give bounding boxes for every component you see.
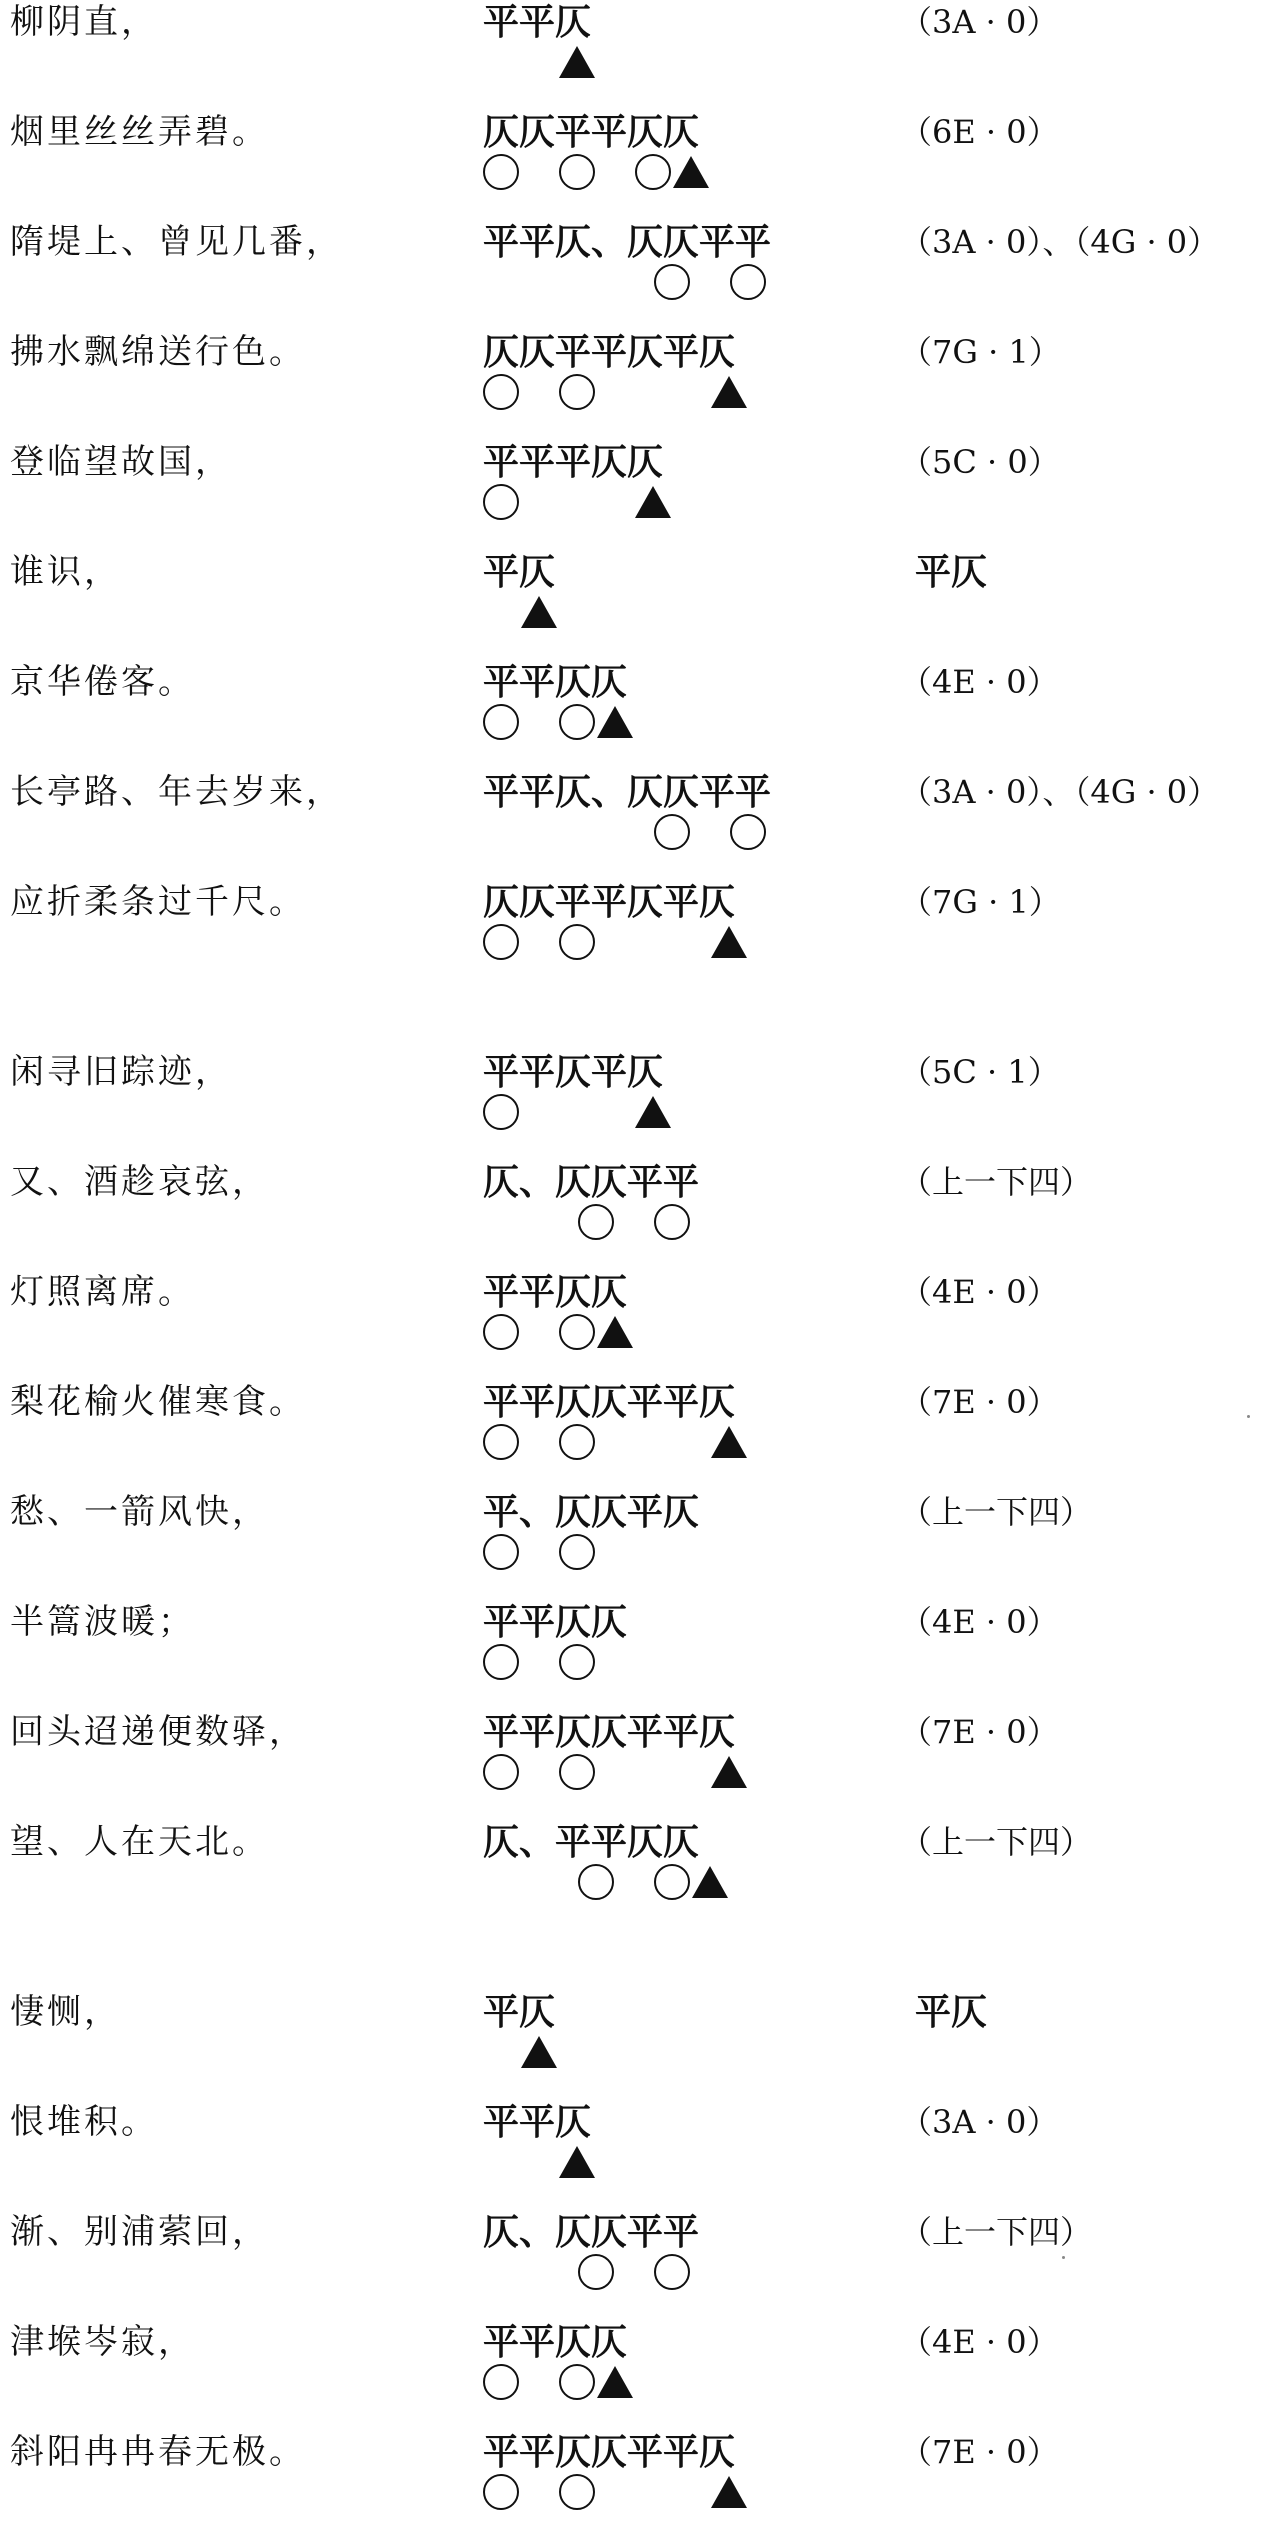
poem-line <box>0 1600 1261 1690</box>
triangle-mark-icon <box>711 922 749 962</box>
circle-mark-icon <box>483 1422 521 1462</box>
circle-mark-icon <box>578 1862 616 1902</box>
poem-line <box>0 330 1261 420</box>
circle-mark-icon <box>654 1202 692 1242</box>
line-text: 半篙波暖； <box>10 1602 195 1642</box>
triangle-mark-icon <box>559 2142 597 2182</box>
poem-line <box>0 1050 1261 1140</box>
line-text: 又、酒趁哀弦， <box>10 1162 269 1202</box>
rhythm-marks <box>483 1642 903 1682</box>
rhythm-marks <box>483 702 903 742</box>
rhythm-marks <box>483 262 903 302</box>
circle-mark-icon <box>483 482 521 522</box>
line-text: 长亭路、年去岁来， <box>10 772 343 812</box>
line-text: 隋堤上、曾见几番， <box>10 222 343 262</box>
poem-line <box>0 1990 1261 2080</box>
circle-mark-icon <box>559 1532 597 1572</box>
rhythm-marks <box>483 372 903 412</box>
circle-mark-icon <box>483 2362 521 2402</box>
meter-code: （4E · 0） <box>900 1273 1059 1311</box>
meter-code: （3A · 0） <box>900 2103 1059 2141</box>
rhythm-marks <box>483 152 903 192</box>
circle-mark-icon <box>483 1532 521 1572</box>
circle-mark-icon <box>559 372 597 412</box>
rhythm-marks <box>483 1862 903 1902</box>
rhythm-marks <box>483 482 903 522</box>
meter-code: （7E · 0） <box>900 1713 1059 1751</box>
line-text: 望、人在天北。 <box>10 1822 269 1862</box>
tone-pattern: 平平仄仄平平仄 <box>483 2431 736 2473</box>
circle-mark-icon <box>483 1752 521 1792</box>
line-text: 渐、别浦萦回， <box>10 2212 269 2252</box>
poem-line <box>0 440 1261 530</box>
circle-mark-icon <box>559 702 597 742</box>
meter-code: （7E · 0） <box>900 2433 1059 2471</box>
triangle-mark-icon <box>711 1752 749 1792</box>
triangle-mark-icon <box>692 1862 730 1902</box>
line-text: 闲寻旧踪迹， <box>10 1052 232 1092</box>
line-text: 应折柔条过千尺。 <box>10 882 306 922</box>
meter-code: （上一下四） <box>900 1493 1093 1531</box>
poem-line <box>0 110 1261 200</box>
circle-mark-icon <box>654 812 692 852</box>
tone-pattern: 平仄 <box>483 551 556 593</box>
meter-code: （4E · 0） <box>900 1603 1059 1641</box>
line-text: 愁、一箭风快， <box>10 1492 269 1532</box>
circle-mark-icon <box>559 1312 597 1352</box>
rhythm-marks <box>483 1422 903 1462</box>
tone-pattern: 平平仄仄 <box>483 2321 628 2363</box>
rhythm-marks <box>483 2472 903 2512</box>
line-text: 灯照离席。 <box>10 1272 195 1312</box>
tone-pattern: 平平仄仄 <box>483 1271 628 1313</box>
triangle-mark-icon <box>711 2472 749 2512</box>
rhythm-marks <box>483 1532 903 1572</box>
meter-code: （上一下四） <box>900 2213 1093 2251</box>
tone-pattern: 平平平仄仄 <box>483 441 664 483</box>
meter-code: （5C · 0） <box>900 443 1060 481</box>
poem-line <box>0 1710 1261 1800</box>
meter-code: （3A · 0） <box>900 3 1059 41</box>
poem-line <box>0 2430 1261 2520</box>
poem-line <box>0 220 1261 310</box>
circle-mark-icon <box>559 1752 597 1792</box>
circle-mark-icon <box>559 2472 597 2512</box>
poem-line <box>0 1160 1261 1250</box>
meter-code: （3A · 0）、（4G · 0） <box>900 773 1220 811</box>
rhythm-marks <box>483 42 903 82</box>
scan-speck <box>1247 1415 1250 1418</box>
tone-pattern: 平仄 <box>483 1991 556 2033</box>
triangle-mark-icon <box>597 702 635 742</box>
tone-pattern: 仄、仄仄平平 <box>483 1161 700 1203</box>
triangle-mark-icon <box>597 2362 635 2402</box>
tone-pattern: 平平仄、仄仄平平 <box>483 221 772 263</box>
tone-pattern: 仄仄平平仄仄 <box>483 111 700 153</box>
poem-line <box>0 1490 1261 1580</box>
line-text: 回头迢递便数驿， <box>10 1712 306 1752</box>
triangle-mark-icon <box>559 42 597 82</box>
circle-mark-icon <box>483 2472 521 2512</box>
triangle-mark-icon <box>635 482 673 522</box>
rhythm-marks <box>483 592 903 632</box>
line-text: 梨花榆火催寒食。 <box>10 1382 306 1422</box>
meter-code: 平仄 <box>915 551 988 593</box>
meter-code: 平仄 <box>915 1991 988 2033</box>
triangle-mark-icon <box>711 372 749 412</box>
circle-mark-icon <box>483 1642 521 1682</box>
poem-line <box>0 2320 1261 2410</box>
poem-line <box>0 2210 1261 2300</box>
tone-pattern: 平平仄仄平平仄 <box>483 1381 736 1423</box>
tone-pattern: 平平仄仄 <box>483 1601 628 1643</box>
triangle-mark-icon <box>521 592 559 632</box>
rhythm-marks <box>483 1202 903 1242</box>
rhythm-marks <box>483 2032 903 2072</box>
meter-code: （4E · 0） <box>900 663 1059 701</box>
line-text: 京华倦客。 <box>10 662 195 702</box>
meter-code: （5C · 1） <box>900 1053 1060 1091</box>
line-text: 谁识， <box>10 552 121 592</box>
meter-code: （7E · 0） <box>900 1383 1059 1421</box>
rhythm-marks <box>483 2362 903 2402</box>
circle-mark-icon <box>578 2252 616 2292</box>
tone-pattern: 平平仄平仄 <box>483 1051 664 1093</box>
poem-line <box>0 0 1261 90</box>
poem-line <box>0 660 1261 750</box>
meter-code: （上一下四） <box>900 1163 1093 1201</box>
tone-pattern: 平平仄、仄仄平平 <box>483 771 772 813</box>
line-text: 悽恻， <box>10 1992 121 2032</box>
circle-mark-icon <box>559 922 597 962</box>
line-text: 柳阴直， <box>10 2 158 42</box>
circle-mark-icon <box>483 152 521 192</box>
triangle-mark-icon <box>521 2032 559 2072</box>
poem-line <box>0 880 1261 970</box>
poem-line <box>0 1820 1261 1910</box>
circle-mark-icon <box>635 152 673 192</box>
circle-mark-icon <box>483 1092 521 1132</box>
triangle-mark-icon <box>711 1422 749 1462</box>
poem-line <box>0 2100 1261 2190</box>
circle-mark-icon <box>654 1862 692 1902</box>
tone-pattern: 平平仄仄平平仄 <box>483 1711 736 1753</box>
tone-pattern: 仄仄平平仄平仄 <box>483 881 736 923</box>
meter-code: （上一下四） <box>900 1823 1093 1861</box>
triangle-mark-icon <box>597 1312 635 1352</box>
poem-line <box>0 1270 1261 1360</box>
rhythm-marks <box>483 1312 903 1352</box>
poem-line <box>0 770 1261 860</box>
line-text: 烟里丝丝弄碧。 <box>10 112 269 152</box>
triangle-mark-icon <box>673 152 711 192</box>
rhythm-marks <box>483 2252 903 2292</box>
tone-pattern: 平平仄 <box>483 2101 592 2143</box>
rhythm-marks <box>483 1752 903 1792</box>
rhythm-marks <box>483 2142 903 2182</box>
circle-mark-icon <box>578 1202 616 1242</box>
tone-pattern: 仄、平平仄仄 <box>483 1821 700 1863</box>
meter-code: （7G · 1） <box>900 883 1061 921</box>
tone-pattern: 仄、仄仄平平 <box>483 2211 700 2253</box>
meter-code: （4E · 0） <box>900 2323 1059 2361</box>
circle-mark-icon <box>483 372 521 412</box>
line-text: 拂水飘绵送行色。 <box>10 332 306 372</box>
rhythm-marks <box>483 922 903 962</box>
circle-mark-icon <box>483 1312 521 1352</box>
tone-pattern: 仄仄平平仄平仄 <box>483 331 736 373</box>
circle-mark-icon <box>654 2252 692 2292</box>
circle-mark-icon <box>559 1422 597 1462</box>
circle-mark-icon <box>730 262 768 302</box>
circle-mark-icon <box>559 152 597 192</box>
tone-pattern: 平平仄仄 <box>483 661 628 703</box>
meter-code: （7G · 1） <box>900 333 1061 371</box>
circle-mark-icon <box>559 2362 597 2402</box>
circle-mark-icon <box>559 1642 597 1682</box>
circle-mark-icon <box>483 702 521 742</box>
meter-code: （6E · 0） <box>900 113 1059 151</box>
line-text: 津堠岑寂， <box>10 2322 195 2362</box>
scan-speck <box>1062 2256 1065 2259</box>
poem-line <box>0 1380 1261 1470</box>
rhythm-marks <box>483 812 903 852</box>
tone-pattern: 平平仄 <box>483 1 592 43</box>
circle-mark-icon <box>730 812 768 852</box>
poem-line <box>0 550 1261 640</box>
tone-pattern: 平、仄仄平仄 <box>483 1491 700 1533</box>
circle-mark-icon <box>654 262 692 302</box>
circle-mark-icon <box>483 922 521 962</box>
line-text: 斜阳冉冉春无极。 <box>10 2432 306 2472</box>
meter-code: （3A · 0）、（4G · 0） <box>900 223 1220 261</box>
line-text: 登临望故国， <box>10 442 232 482</box>
triangle-mark-icon <box>635 1092 673 1132</box>
line-text: 恨堆积。 <box>10 2102 158 2142</box>
rhythm-marks <box>483 1092 903 1132</box>
